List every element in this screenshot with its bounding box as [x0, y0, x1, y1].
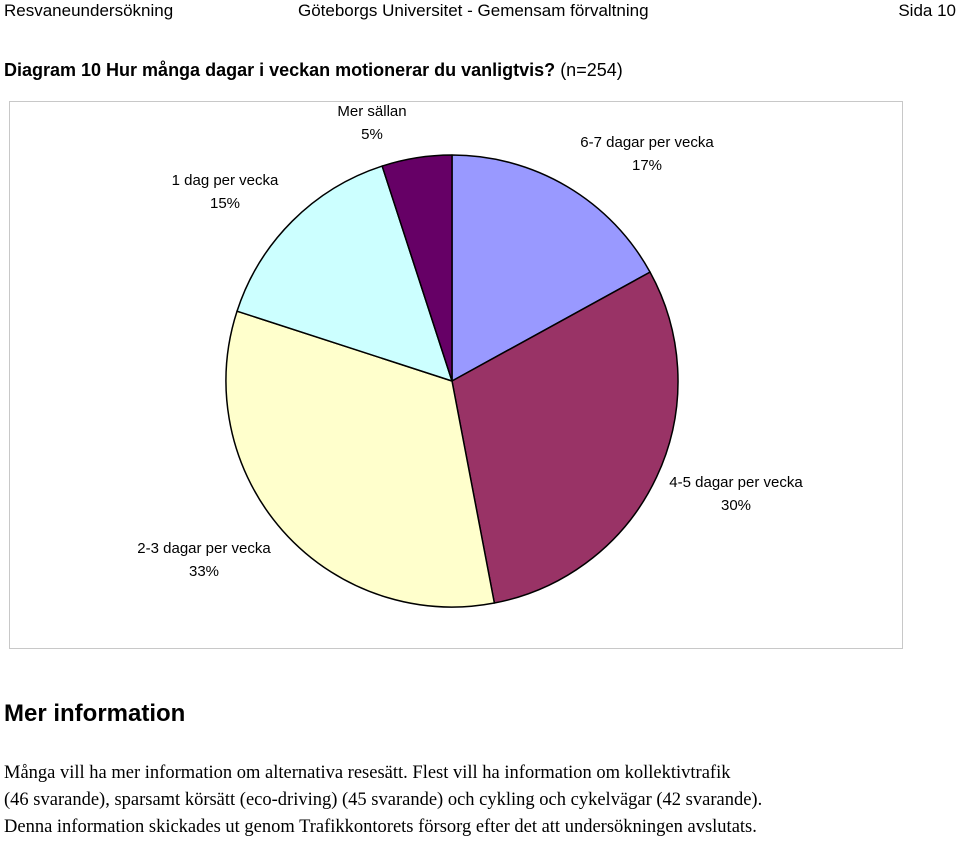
more-info-line: Denna information skickades ut genom Trafikkontorets försorg efter det att undersökningen avslutats.: [4, 817, 757, 837]
chart-frame: [9, 101, 903, 649]
more-info-heading: Mer information: [4, 700, 186, 727]
slice-percent-label: 15%: [209, 195, 241, 212]
page-number: Sida 10: [898, 1, 956, 20]
slice-category-label: 6-7 dagar per vecka: [580, 134, 714, 151]
chart-title-question: Diagram 10 Hur många dagar i veckan motionerar du vanligtvis?: [4, 60, 556, 80]
slice-percent-label: 5%: [361, 126, 383, 143]
page-header: [0, 0, 960, 22]
chart-title: [4, 60, 623, 81]
slice-category-label: 4-5 dagar per vecka: [669, 474, 803, 491]
pie-chart: [10, 102, 904, 650]
slice-category-label: 1 dag per vecka: [171, 172, 279, 189]
pie-slices: [226, 155, 678, 607]
slice-percent-label: 17%: [631, 157, 663, 174]
slice-category-label: 2-3 dagar per vecka: [137, 540, 271, 557]
more-info-text: [4, 760, 956, 841]
more-info-line: (46 svarande), sparsamt körsätt (eco-driving) (45 svarande) och cykling och cykelvägar (42 svarande).: [4, 790, 763, 810]
slice-percent-label: 30%: [720, 497, 752, 514]
slice-category-label: Mer sällan: [337, 103, 407, 120]
header-left-text: Resvaneundersökning: [4, 1, 174, 20]
slice-percent-label: 33%: [188, 563, 220, 580]
more-info-line: Många vill ha mer information om alternativa resesätt. Flest vill ha information om kollektivtrafik: [4, 763, 731, 783]
header-center-text: Göteborgs Universitet - Gemensam förvaltning: [298, 1, 649, 20]
chart-title-sample-size: (n=254): [560, 60, 623, 80]
